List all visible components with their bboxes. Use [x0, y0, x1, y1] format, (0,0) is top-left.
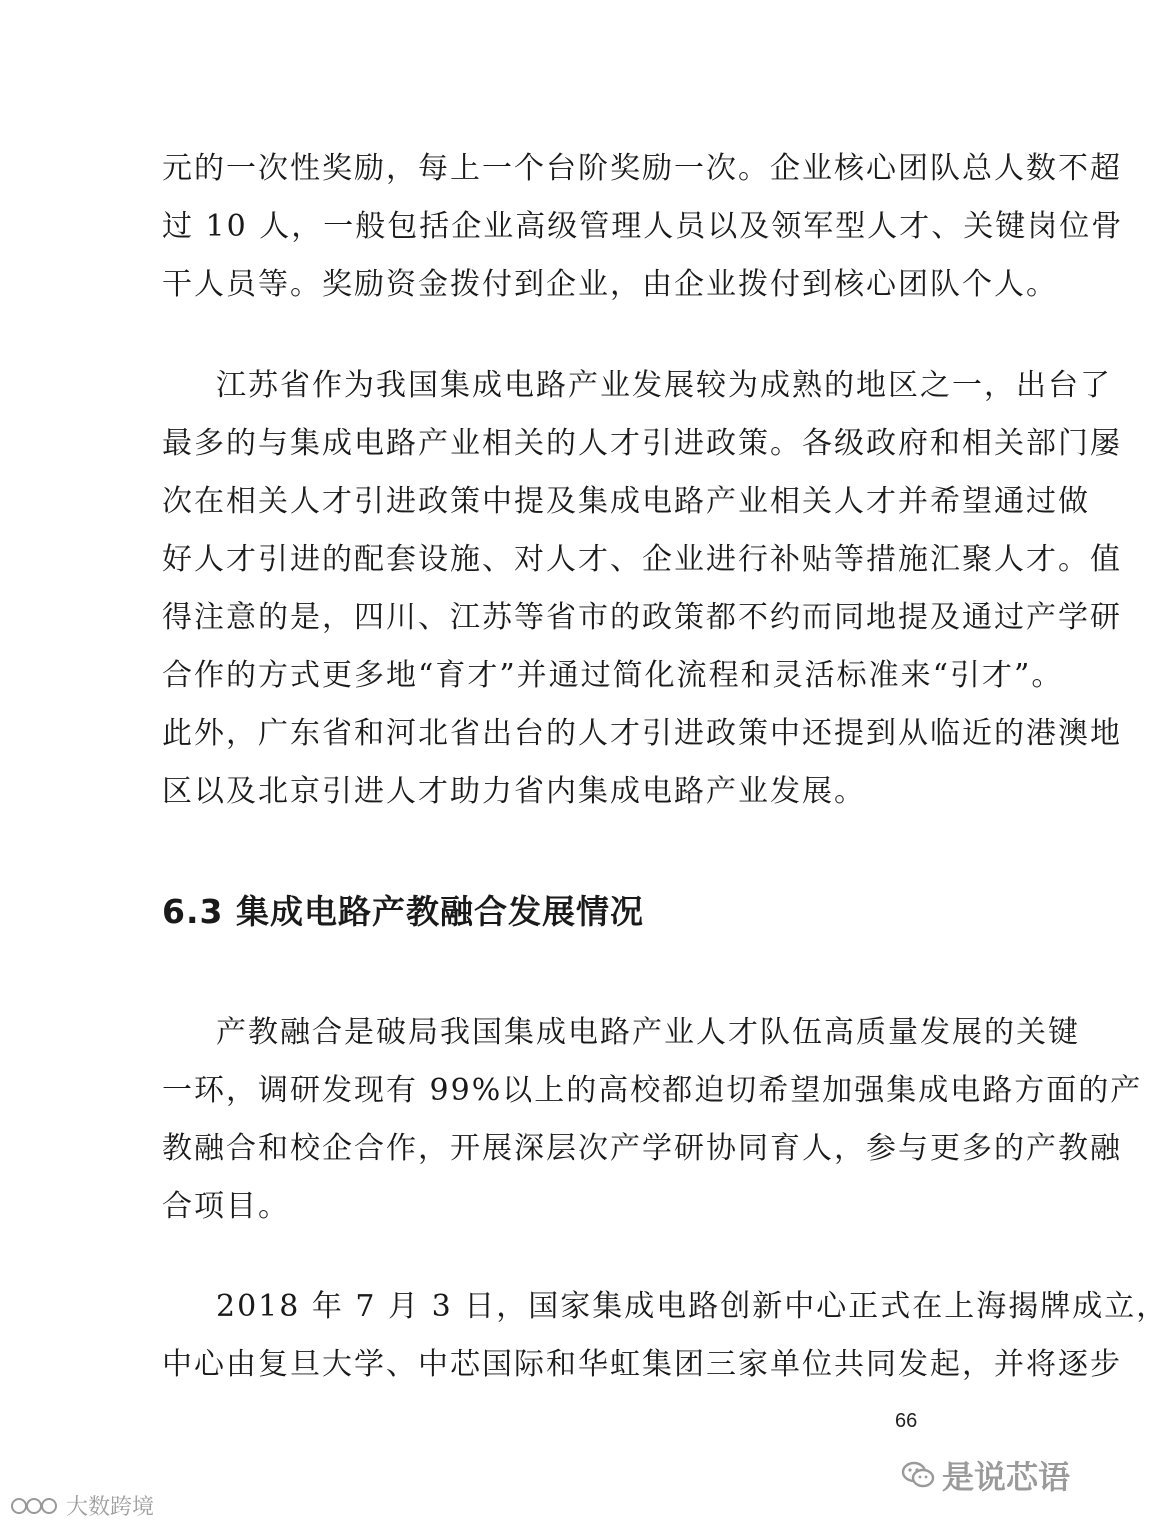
paragraph-line: 得注意的是，四川、江苏等省市的政策都不约而同地提及通过产学研 [162, 600, 1122, 635]
paragraph-line: 最多的与集成电路产业相关的人才引进政策。各级政府和相关部门屡 [162, 426, 1122, 461]
watermark-right-text: 是说芯语 [942, 1458, 1071, 1496]
paragraph-line: 区以及北京引进人才助力省内集成电路产业发展。 [162, 774, 866, 809]
paragraph-2 [162, 357, 1122, 821]
paragraph-line: 合作的方式更多地“育才”并通过简化流程和灵活标准来“引才”。 [162, 658, 1064, 693]
paragraph-line: 元的一次性奖励，每上一个台阶奖励一次。企业核心团队总人数不超 [162, 151, 1122, 186]
paragraph-1 [162, 140, 1124, 314]
paragraph-line: 过 10 人，一般包括企业高级管理人员以及领军型人才、关键岗位骨 [162, 209, 1124, 244]
paragraph-line: 合项目。 [162, 1189, 290, 1224]
paragraph-line: 次在相关人才引进政策中提及集成电路产业相关人才并希望通过做 [162, 484, 1090, 519]
paragraph-line: 2018 年 7 月 3 日，国家集成电路创新中心正式在上海揭牌成立， [216, 1289, 1168, 1324]
page-number: 66 [895, 1410, 918, 1432]
paragraph-line: 此外，广东省和河北省出台的人才引进政策中还提到从临近的港澳地 [162, 716, 1122, 751]
wechat-icon [900, 1459, 936, 1491]
paragraph-line: 好人才引进的配套设施、对人才、企业进行补贴等措施汇聚人才。值 [162, 542, 1122, 577]
paragraph-line: 教融合和校企合作，开展深层次产学研协同育人，参与更多的产教融 [162, 1131, 1122, 1166]
section-heading: 6.3 集成电路产教融合发展情况 [162, 892, 644, 931]
watermark-right [900, 1452, 1070, 1498]
brand-logo-icon [10, 1495, 60, 1517]
watermark-left-text: 大数跨境 [66, 1495, 155, 1520]
paragraph-line: 中心由复旦大学、中芯国际和华虹集团三家单位共同发起，并将逐步 [162, 1347, 1122, 1382]
paragraph-line: 江苏省作为我国集成电路产业发展较为成熟的地区之一，出台了 [216, 368, 1112, 403]
paragraph-4 [162, 1278, 1168, 1394]
paragraph-line: 一环，调研发现有 99%以上的高校都迫切希望加强集成电路方面的产 [162, 1073, 1143, 1108]
paragraph-3 [162, 1004, 1143, 1236]
paragraph-line: 干人员等。奖励资金拨付到企业，由企业拨付到核心团队个人。 [162, 267, 1058, 302]
watermark-left [10, 1490, 154, 1521]
paragraph-line: 产教融合是破局我国集成电路产业人才队伍高质量发展的关键 [216, 1015, 1080, 1050]
